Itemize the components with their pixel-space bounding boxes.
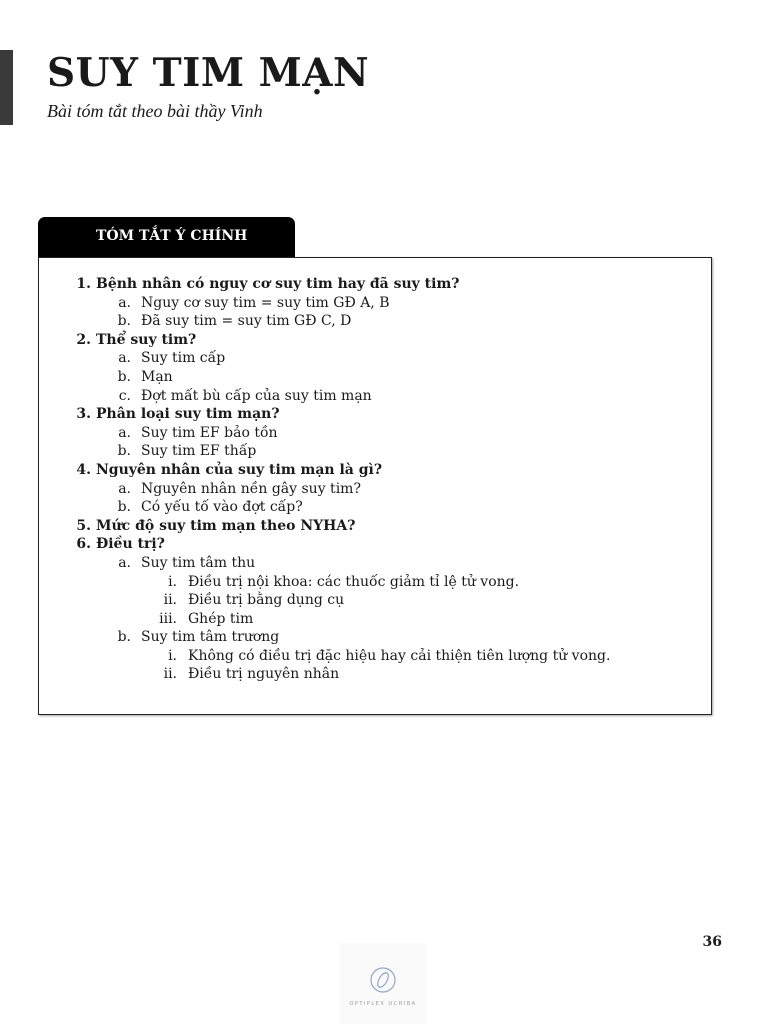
outline-marker: i. (168, 573, 177, 590)
outline-item-level-1 (39, 517, 711, 536)
outline-marker: ii. (163, 666, 177, 683)
outline-marker: b. (117, 368, 131, 385)
outline-item-level-3 (39, 610, 711, 629)
outline-item-level-2 (39, 554, 711, 573)
outline-marker: i. (168, 647, 177, 664)
outline-text: Đã suy tim = suy tim GĐ C, D (141, 313, 352, 330)
outline-marker: a. (118, 350, 131, 367)
outline-text: Suy tim EF bảo tồn (141, 424, 278, 441)
summary-list (39, 275, 711, 684)
outline-item-level-2 (39, 368, 711, 387)
outline-item-level-2 (39, 349, 711, 368)
outline-item-level-1 (39, 331, 711, 350)
outline-marker: a. (118, 554, 131, 571)
outline-marker: a. (118, 294, 131, 311)
outline-item-level-1 (39, 461, 711, 480)
outline-marker: iii. (159, 610, 177, 627)
outline-text: Nguyên nhân nền gây suy tim? (141, 480, 361, 497)
outline-item-level-2 (39, 387, 711, 406)
outline-text: Điều trị? (96, 536, 165, 553)
outline-marker: 4. (76, 461, 91, 478)
outline-item-level-1 (39, 535, 711, 554)
outline-item-level-2 (39, 498, 711, 517)
outline-text: Thể suy tim? (96, 331, 197, 348)
outline-marker: b. (117, 313, 131, 330)
outline-text: Bệnh nhân có nguy cơ suy tim hay đã suy tim? (96, 276, 460, 292)
page-title: SUY TIM MẠN (47, 50, 370, 96)
outline-text: Điều trị nguyên nhân (188, 666, 340, 683)
outline-marker: a. (118, 480, 131, 497)
outline-text: Mạn (141, 368, 173, 385)
page-number: 36 (702, 934, 722, 950)
outline-item-level-2 (39, 628, 711, 647)
outline-text: Đợt mất bù cấp của suy tim mạn (141, 387, 372, 404)
outline-text: Điều trị bằng dụng cụ (188, 592, 345, 609)
outline-text: Nguyên nhân của suy tim mạn là gì? (96, 461, 383, 478)
outline-text: Suy tim tâm thu (141, 554, 256, 571)
outline-item-level-1 (39, 405, 711, 424)
outline-marker: b. (117, 443, 131, 460)
outline-marker: 6. (76, 536, 91, 553)
outline-text: Phân loại suy tim mạn? (96, 406, 280, 423)
page-subtitle: Bài tóm tắt theo bài thầy Vinh (47, 101, 263, 121)
outline-text: Ghép tim (188, 610, 254, 627)
outline-text: Suy tim EF thấp (141, 443, 257, 460)
outline-item-level-3 (39, 647, 711, 666)
outline-marker: 3. (76, 406, 91, 423)
side-accent-bar (0, 50, 13, 125)
outline-text: Nguy cơ suy tim = suy tim GĐ A, B (141, 294, 390, 311)
ellipse-emblem-icon (369, 966, 397, 994)
summary-tab (38, 217, 295, 258)
outline-item-level-3 (39, 591, 711, 610)
outline-item-level-2 (39, 424, 711, 443)
outline-marker: 2. (76, 331, 91, 348)
outline-text: Suy tim cấp (141, 350, 226, 367)
summary-box (38, 257, 712, 715)
outline-marker: 1. (76, 276, 91, 292)
outline-text: Điều trị nội khoa: các thuốc giảm tỉ lệ tử vong. (188, 573, 520, 590)
summary-tab-label: TÓM TẮT Ý CHÍNH (96, 228, 248, 244)
outline-text: Không có điều trị đặc hiệu hay cải thiện tiên lượng tử vong. (188, 647, 611, 664)
outline-marker: ii. (163, 592, 177, 609)
outline-item-level-3 (39, 573, 711, 592)
outline-marker: a. (118, 424, 131, 441)
outline-marker: c. (118, 387, 131, 404)
outline-item-level-2 (39, 294, 711, 313)
outline-marker: 5. (76, 517, 91, 534)
outline-item-level-1 (39, 275, 711, 294)
outline-text: Có yếu tố vào đợt cấp? (141, 499, 303, 516)
outline-text: Suy tim tâm trương (141, 629, 280, 646)
outline-item-level-2 (39, 442, 711, 461)
outline-marker: b. (117, 629, 131, 646)
outline-item-level-3 (39, 665, 711, 684)
logo-text: OPTIPLEX UCHIBA (349, 1001, 417, 1007)
outline-item-level-2 (39, 480, 711, 499)
outline-marker: b. (117, 499, 131, 516)
outline-text: Mức độ suy tim mạn theo NYHA? (96, 517, 356, 534)
outline-item-level-2 (39, 312, 711, 331)
publisher-logo (340, 943, 426, 1024)
